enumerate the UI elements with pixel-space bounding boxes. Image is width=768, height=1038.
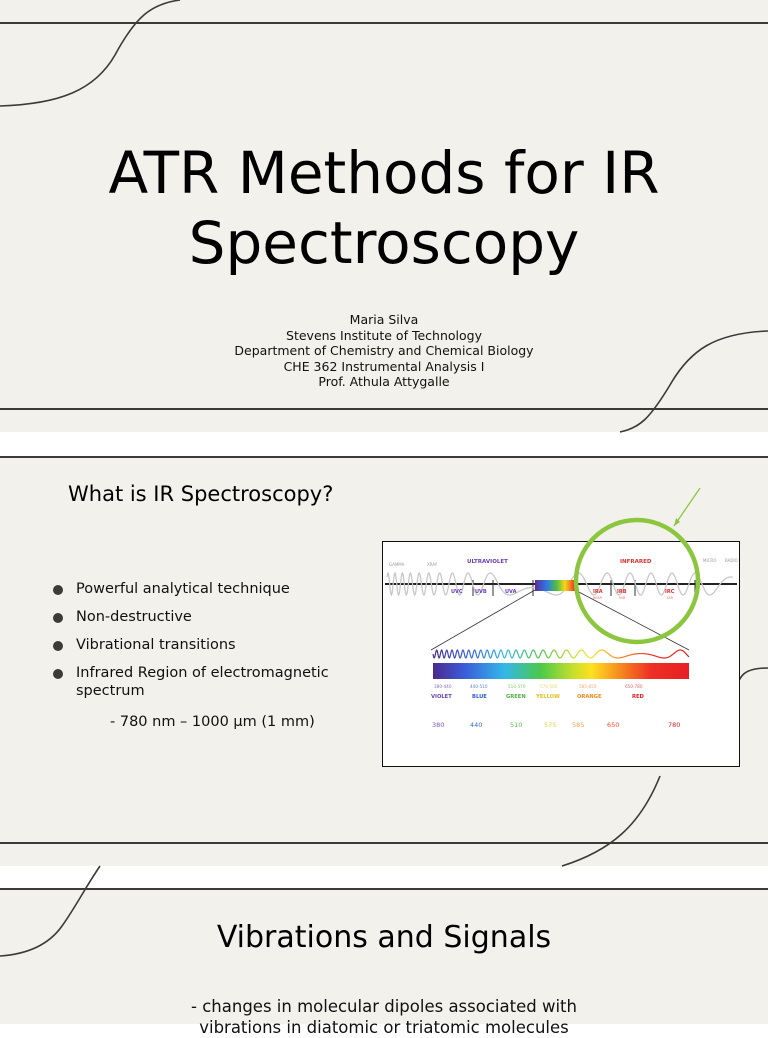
body-line: vibrations in diatomic or triatomic molecules: [199, 1018, 569, 1037]
uvb-label: UVB: [475, 589, 487, 595]
department: Department of Chemistry and Chemical Biology: [234, 343, 534, 358]
blue-range: 440-510: [470, 684, 488, 689]
orange-range: 585-650: [579, 684, 597, 689]
green-range: 510-570: [508, 684, 526, 689]
micro-label: MICRO: [703, 558, 717, 563]
ira-label: IRA: [593, 589, 603, 595]
body-line: - changes in molecular dipoles associated with: [191, 997, 577, 1016]
bottom-rule: [0, 842, 768, 844]
title-slide: [0, 0, 768, 432]
list-item: Non-destructive: [52, 608, 352, 626]
irb-label: IRB: [617, 589, 627, 595]
violet-label: VIOLET: [431, 694, 452, 700]
radio-label: RADIO: [725, 558, 738, 563]
author-name: Maria Silva: [349, 312, 419, 327]
bottom-rule: [0, 408, 768, 410]
infrared-label: INFRARED: [620, 559, 652, 565]
list-item: Powerful analytical technique: [52, 580, 352, 598]
institution: Stevens Institute of Technology: [286, 327, 482, 343]
author-info: [0, 312, 768, 390]
wl-440: 440: [470, 721, 483, 729]
slide-body: [0, 996, 768, 1038]
spectrum-diagram: [383, 542, 739, 766]
wl-780: 780: [668, 721, 681, 729]
wavelength-range: - 780 nm – 1000 µm (1 mm): [110, 714, 315, 730]
uvc-label: UVC: [451, 589, 463, 595]
blue-label: BLUE: [472, 694, 487, 700]
orange-label: ORANGE: [577, 694, 602, 700]
far-label: FAR: [667, 596, 673, 600]
yellow-range: 570-585: [540, 684, 558, 689]
mid-label: MID: [619, 596, 626, 600]
slide-title: What is IR Spectroscopy?: [68, 482, 334, 506]
red-range: 650-780: [625, 684, 643, 689]
top-rule: [0, 22, 768, 24]
xray-label: XRAY: [427, 562, 438, 567]
gamma-label: GAMMA: [389, 562, 405, 567]
ultraviolet-label: ULTRAVIOLET: [467, 559, 508, 565]
green-label: GREEN: [506, 694, 526, 700]
vibrations-slide: [0, 888, 768, 1037]
red-label: RED: [632, 694, 644, 700]
professor: Prof. Athula Attygalle: [318, 374, 450, 389]
uva-label: UVA: [505, 589, 517, 595]
wl-575: 575: [544, 721, 557, 729]
top-rule: [0, 456, 768, 458]
slide-title: Vibrations and Signals: [216, 920, 552, 955]
presentation-title: ATR Methods for IR Spectroscopy: [108, 139, 660, 277]
bullet-list: [52, 580, 352, 710]
wl-650: 650: [607, 721, 620, 729]
electromagnetic-spectrum-figure: [382, 541, 740, 767]
yellow-label: YELLOW: [536, 694, 560, 700]
ir-spectroscopy-slide: [0, 456, 768, 866]
wl-510: 510: [510, 721, 523, 729]
list-item: Vibrational transitions: [52, 636, 352, 654]
visible-spectrum-bar: [433, 663, 689, 679]
wl-380: 380: [432, 721, 445, 729]
near-label: NEAR: [593, 596, 602, 600]
course: CHE 362 Instrumental Analysis I: [283, 358, 485, 374]
list-item: Infrared Region of electromagnetic spectrum: [52, 664, 352, 700]
top-rule: [0, 888, 768, 890]
wl-585: 585: [572, 721, 585, 729]
irc-label: IRC: [665, 589, 675, 595]
violet-range: 380-440: [434, 684, 452, 689]
